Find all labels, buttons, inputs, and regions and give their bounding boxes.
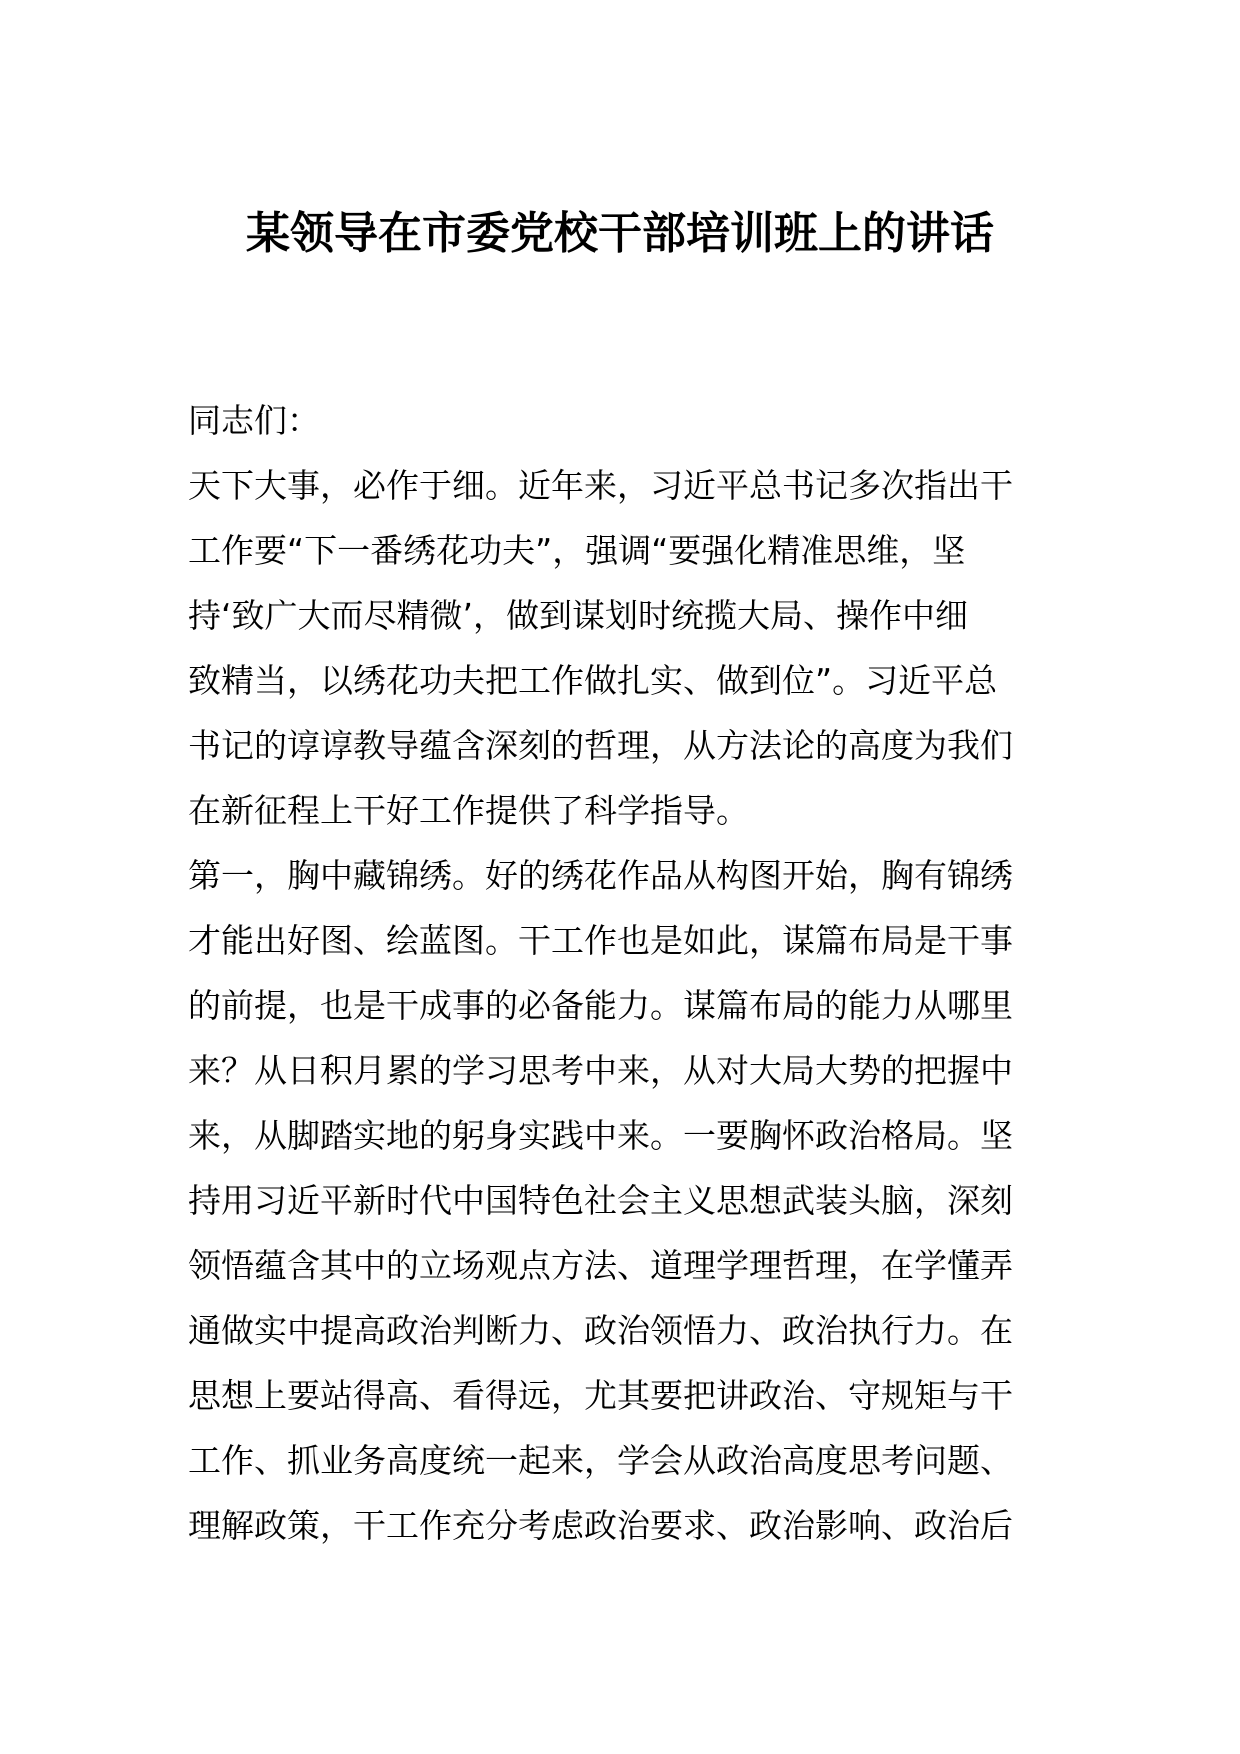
body-line: 来？从日积月累的学习思考中来，从对大局大势的把握中 — [188, 1051, 1013, 1090]
body-line: 理解政策，干工作充分考虑政治要求、政治影响、政治后 — [188, 1506, 1013, 1545]
body-line: 思想上要站得高、看得远，尤其要把讲政治、守规矩与干 — [188, 1376, 1013, 1415]
body-line: 来，从脚踏实地的躬身实践中来。一要胸怀政治格局。坚 — [188, 1116, 1013, 1155]
body-line: 的前提，也是干成事的必备能力。谋篇布局的能力从哪里 — [188, 986, 1013, 1025]
document-body — [188, 388, 1058, 1558]
body-line: 工作、抓业务高度统一起来，学会从政治高度思考问题、 — [188, 1441, 1013, 1480]
body-line: 第一，胸中藏锦绣。好的绣花作品从构图开始，胸有锦绣 — [188, 856, 1013, 895]
body-line: 天下大事，必作于细。近年来，习近平总书记多次指出干 — [188, 466, 1013, 505]
body-line: 才能出好图、绘蓝图。干工作也是如此，谋篇布局是干事 — [188, 921, 1013, 960]
body-line: 书记的谆谆教导蕴含深刻的哲理，从方法论的高度为我们 — [188, 726, 1013, 765]
body-line: 在新征程上干好工作提供了科学指导。 — [188, 791, 749, 830]
body-line: 通做实中提高政治判断力、政治领悟力、政治执行力。在 — [188, 1311, 1013, 1350]
body-line: 持‘致广大而尽精微’，做到谋划时统揽大局、操作中细 — [188, 596, 968, 635]
body-line: 持用习近平新时代中国特色社会主义思想武装头脑，深刻 — [188, 1181, 1013, 1220]
document-title: 某领导在市委党校干部培训班上的讲话 — [246, 208, 994, 259]
body-line: 工作要“下一番绣花功夫”，强调“要强化精准思维，坚 — [188, 531, 966, 570]
body-line: 致精当，以绣花功夫把工作做扎实、做到位”。习近平总 — [188, 661, 998, 700]
salutation-line: 同志们： — [188, 401, 320, 440]
body-line: 领悟蕴含其中的立场观点方法、道理学理哲理，在学懂弄 — [188, 1246, 1013, 1285]
